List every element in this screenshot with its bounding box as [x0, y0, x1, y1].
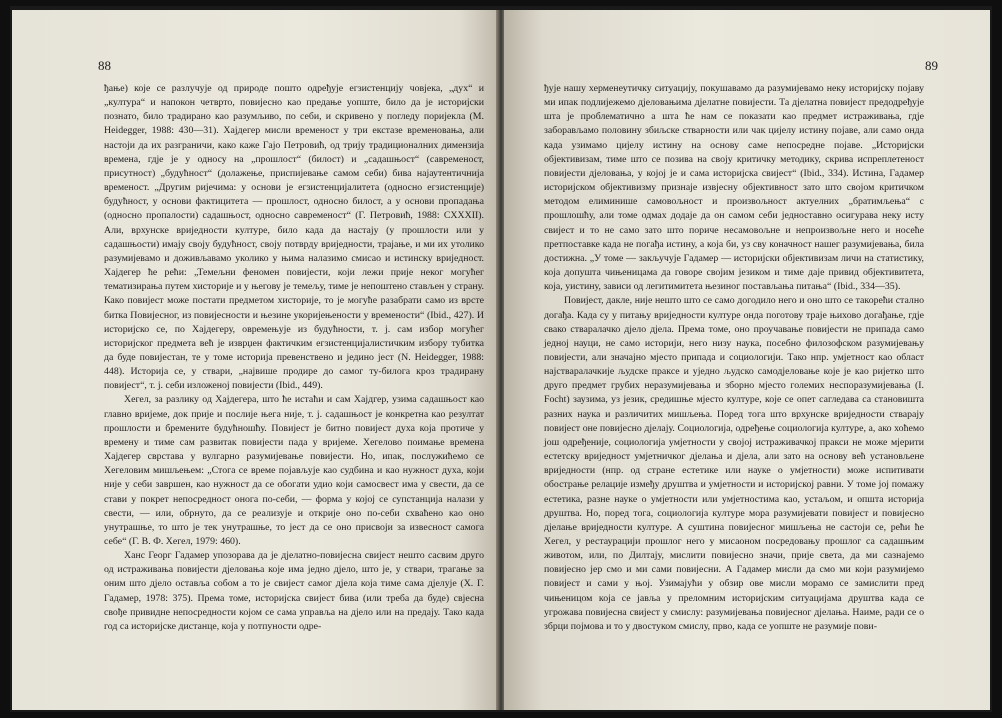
left-paragraph-3: Ханс Георг Гадамер упозорава да је дјелатно-повијесна свијест нешто сасвим друго од истраживања повијести дјеловања које има једно дјело, што је, у ствари, трагање за оним што дјело оставља собом а то је свијест самог дјела која тиме сама дјелује (Х. Г. Гадамер, 1978: 375). Према томе, историјска свијест бива (или треба да буде) свјесна свође привидне непосредности којом се сама управља на дјело или на предају. Тако када год са историјске дистанце, која у потпуности одре-: [104, 550, 484, 632]
right-page: [504, 10, 990, 710]
right-paragraph-2: Повијест, дакле, није нешто што се само догодило него и оно што се такорећи стално догађа. Када су у питању вриједности културе онда поготову траје њихово догађање, гдје свако стваралачко дјело дјела. Према томе, оно проучавање повијести не припада само једној науци, не само историји, него низу наука, посебно филозофском разумијевању повијести, али значајно мјесто припада и социологији. Тако нпр. умјетност као област најстваралачкије људске праксе и уједно људско самодјеловање које је као ријетко што друго предмет грубих неразумијевања и зборно мјесто големих неспоразумијевања (I. Focht) заузима, уз језик, средишње мјесто културе, које се опет сагледава са становишта разних наука и различитих мишљења. Поред тога што врхунске вриједности стварају повијест оне повијесно дјелају. Социологија, одређење социологија културе, а, ако хоћемо још одређеније, социологија умјетности у својој истраживачкој пракси не може мјерити естетску вриједност умјетничког дјелања и дјела, али зато на основу већ установљене вриједности (нпр. од стране естетике или науке о умјетности) може испитивати обострање релације између друштва и умјетности и историјској равни. У томе јој помажу естетика, разне науке о умјетности или умјетностима као, устаљом, и општа историја друштва. Но, поред тога, социологија културе мора разумијевати повијест и повијесно дјелање вриједности културе. А суштина повијесног мишљења не састоји се, рећи ће Хегел, у рестаурацији прошлог него у мисаоном посредовању прошлог са садашњим животом, или, по Дилтају, мислити повијесно значи, прије света, да ми сазнајемо повијесно јер смо и ми сами повијесни. А Гадамер мисли да смо ми који разумијемо повијест и сами у њој. Узимајући у обзир ове мисли морамо се замислити пред чињеницом која се јавља у прeломним историјским ситуацијама друштва када се угрожава повијесна свијест у смислу: разумијевања повијесног дјелања. Наиме, ради се о збрци појмова и то у двостуком смислу, прво, када се уопште не разумије пови-: [544, 295, 924, 632]
right-page-text: [544, 82, 924, 634]
left-paragraph-1: ђање) које се разлучује од природе пошто одређује егзистенцију човјека, „дух“ и „култура“ и напокон четврто, повијесно као предање уопште, било да је историјски познато, било традирано као разумљиво, по себи, и скривено у погледу поријекла (M. Heidegger, 1988: 430—31). Хајдегер мисли временост у три екстазе временовања, али настоји да их разграничи, како каже Гајо Петровић, од трију традиционалних димензија времена, гдје је у односу на „прошлост“ (билост) и „садашњост“ (савременост, присутност) „будућност“ (долажење, приспијевање самом себи) бива најаутентичнија временост. „Другим ријечима: у основи је егзистенцијалитета (односно егзистенције) будућност, у основи фактицитета — прошлост, односно билост, а у основи пропадања (односно пропалости) садашњост, односно савременост“ (Г. Петровић, 1988: CXXXII). Али, врхунске вриједности културе, било када да настају (у прошлости или у садашњости) имају своју будућност, своју потврду вриједности, трајање, и ми их утолико разумијевамо и доживљавамо уколико у њима налазимо смисао и истинску вриједност. Хајдегер ће рећи: „Темељни феномен повијести, који лежи прије неког могућег тематизирања путем хисторије и у његову је темељу, тиме је непоштено стављен у страну. Како повијест може постати предметом хисторије, то је могуће разабрати само из врсте битка Повијесног, из повијесности и њезине укоријењености у времености“ (Ibid., 427). И историјско се, по Хајдегеру, овремењује из будућности, т. ј. сам избор могућег историјског предмета већ је изврџен фактичким егзистенцијалистичким избору тубитка да буде повијестан, те у томе историја превенствено и једино јест (N. Heidegger, 1988: 448). Историја се, у ствари, „највише продире до самог ту-билога кроз традирану повијест“, т. ј. себи изложеној повијести (Ibid., 449).: [104, 83, 484, 392]
left-page: [12, 10, 498, 710]
book-spread: [10, 6, 992, 712]
right-paragraph-1: ђује нашу херменеутичку ситуацију, покушавамо да разумијевамо неку историјску појаву ми ипак подлијежемо дјеловањима дјелатне повијести. Та дјелатна повијест предодређује шта је проблематично а шта ће нам се показати као предмет истраживања, гдје заборављамо половину збиљске стварности или чак цијелу истину појаве, али само онда када узимамо цијелу истину на основу саме непосредне појаве. „Историјски објективизам, тиме што се позива на своју критичку методику, скрива испреплетеност повијести дјеловања, у којој је и сама историјска свијест“ (Ibid., 334). Истина, Гадамер историјском објективизму признаје извјесну објективност зато што својом критичком методом елиминише самовољност и произвољност актуелних „братимљења“ с прошлошћу, али томе одмах додаје да он самом себи једноставно осигурава неку исту свијест и то не само зато што пориче несамовољне и непроизвољне него и носеће претпоставке када не погађа истину, а која би, уз сву коначност нашег разумијевања, била достижна. „У томе — закључује Гадамер — историјски објективизам личи на статистику, која допушта чињеницама да говоре својим језиком и тиме даје привид објективитета, која, уистину, зависи од легитимитета њезиног постављања питања“ (Ibid., 334—35).: [544, 83, 924, 293]
right-page-number: 89: [925, 58, 938, 73]
left-page-text: [104, 82, 484, 634]
left-page-number: 88: [98, 58, 111, 73]
left-paragraph-2: Хегел, за разлику од Хајдегера, што ће истаћи и сам Хајдгер, узима садашњост као главно вријеме, док прије и послије њега није, т. ј. садашњост је конкретна као резултат прошлости и бремените будућношћу. Повијест је битно повијест духа која протиче у времену и тиме сам развитак повијести пада у вријеме. Хегелово поимање времена Хајдегер сврстава у вулгарно разумијевање повијести. Но, ипак, послужићемо се Хегеловим мишљењем: „Стога се време појављује као судбина и као нужност духа, који није у себи завршен, као нужност да се обогати удио који самосвест има у свести, да се стави у покрет непосредност онога по-себи, — форма у којој се супстанција налази у свести, — или, обрнуто, да се реализује и открије оно по-себи схваћено као оно унутрашње, то што је тек унутрашње, то јест да се оно присвоји за извесност самога себе“ (Г. В. Ф. Хегел, 1979: 460).: [104, 394, 484, 547]
